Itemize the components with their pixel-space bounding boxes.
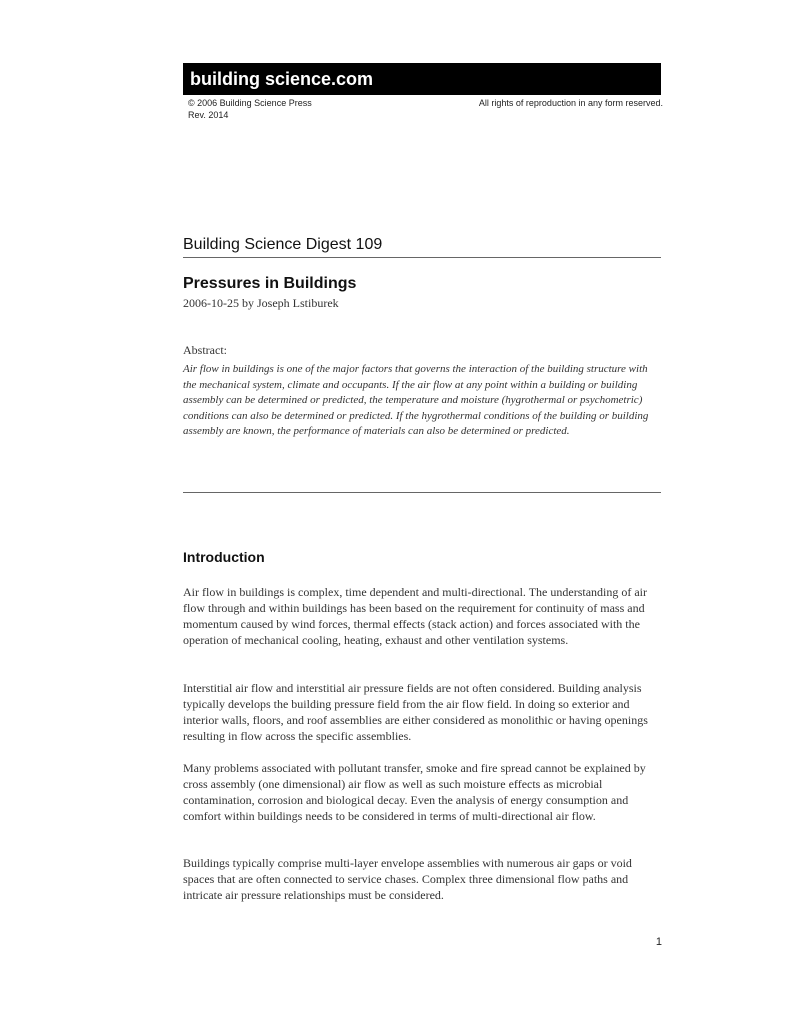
digest-series-title: Building Science Digest 109 — [183, 236, 661, 258]
body-paragraph: Air flow in buildings is complex, time dependent and multi-directional. The understanding of air flow through and within buildings has been based on the requirement for continuity of mass and momentum caused by wind forces, thermal effects (stack action) and forces associated with the operation of mechanical cooling, heating, exhaust and other ventilation systems. — [183, 585, 648, 647]
revision-label: Rev. 2014 — [188, 110, 229, 120]
introduction-heading: Introduction — [183, 549, 265, 565]
site-banner: building science.com — [183, 63, 661, 95]
body-paragraph: Interstitial air flow and interstitial air pressure fields are not often considered. Building analysis typically develops the building pressure field from the air flow field. In doing so exterior and interior walls, floors, and roof assemblies are either considered as monolithic or having openings resulting in flow across the specific assemblies. — [183, 681, 648, 743]
abstract-label: Abstract: — [183, 343, 227, 357]
section-divider — [183, 492, 661, 493]
rights-notice: All rights of reproduction in any form reserved. — [478, 98, 663, 108]
copyright-notice: © 2006 Building Science Press — [188, 98, 312, 108]
header-meta — [188, 97, 663, 121]
body-paragraph: Buildings typically comprise multi-layer envelope assemblies with numerous air gaps or void spaces that are often connected to service chases. Complex three dimensional flow paths and intricate air pressure relationships must be considered. — [183, 856, 632, 902]
page-title: Pressures in Buildings — [183, 275, 357, 292]
body-paragraph: Many problems associated with pollutant transfer, smoke and fire spread cannot be explained by cross assembly (one dimensional) air flow as well as such moisture effects as microbial contamination, corrosion and biological decay. Even the analysis of energy consumption and comfort within buildings needs to be considered in terms of multi-directional air flow. — [183, 761, 646, 823]
abstract-text: Air flow in buildings is one of the major factors that governs the interaction of the building structure with the mechanical system, climate and occupants. If the air flow at any point within a building or building assembly can be determined or predicted, the temperature and moisture (hygrothermal or psychometric) conditions can also be determined or predicted. If the hygrothermal conditions of the building or building assembly are known, the performance of materials can also be determined or predicted. — [183, 363, 649, 438]
byline: 2006-10-25 by Joseph Lstiburek — [183, 296, 339, 310]
page-number: 1 — [655, 936, 662, 948]
